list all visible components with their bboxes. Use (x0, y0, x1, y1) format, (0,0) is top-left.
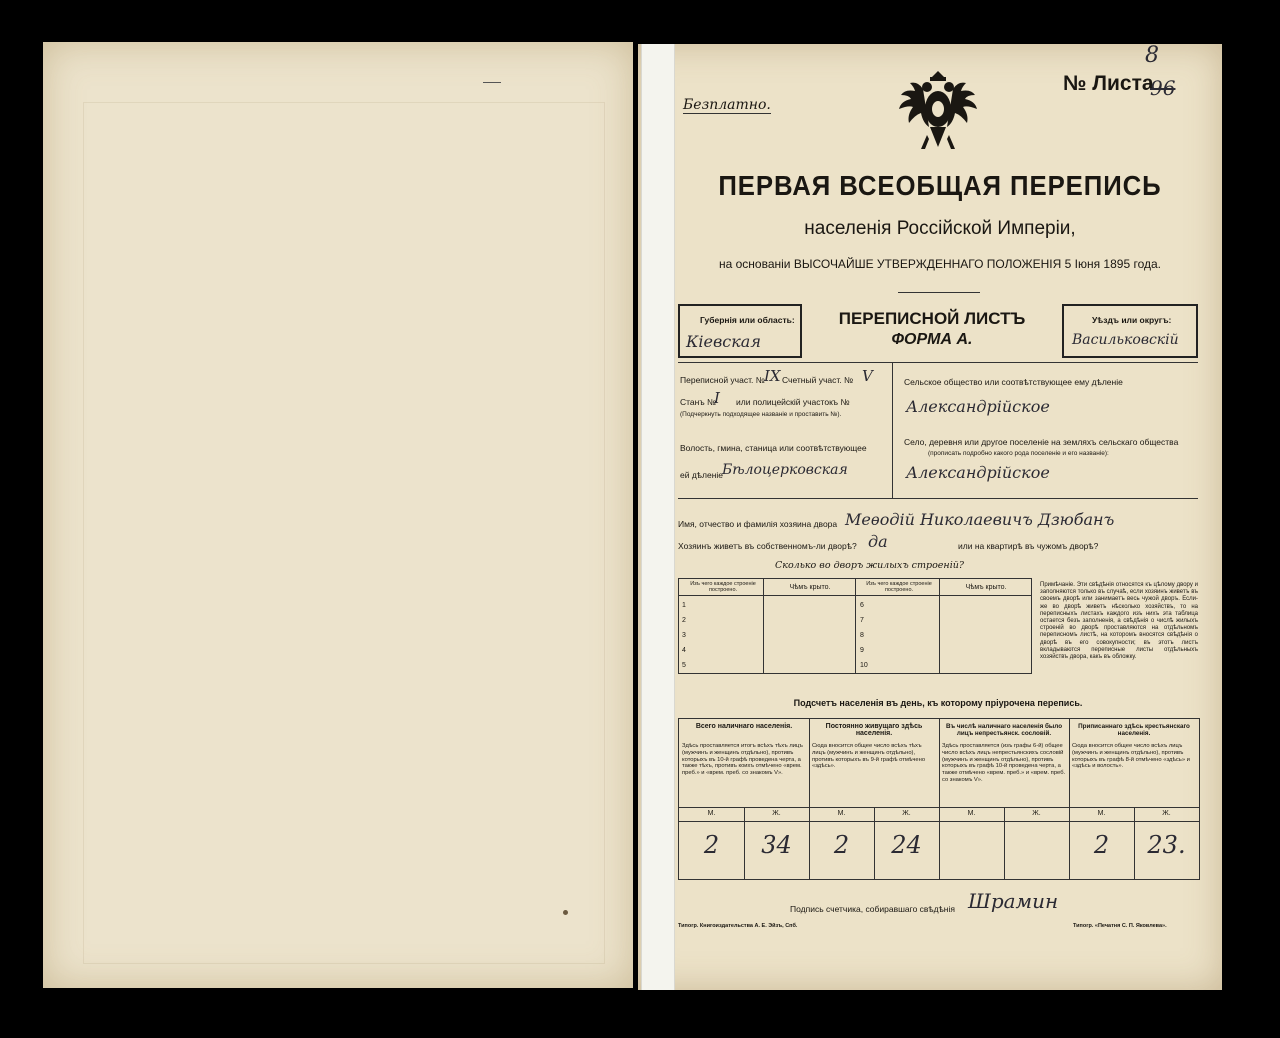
uezd-box (1062, 304, 1198, 358)
owner-name-value: Меѳодій Николаевичъ Дзюбанъ (845, 510, 1115, 529)
permanent-male-value: 2 (833, 831, 850, 859)
total-female-value: 34 (761, 831, 792, 859)
free-label: Безплатно. (683, 97, 771, 113)
form-title-box (806, 304, 1058, 354)
guberniya-label: Губернія или область: (700, 315, 795, 325)
pop-col-4-title: Приписаннаго здѣсь крестьянскаго населенія. (1078, 723, 1190, 737)
stan-label: Станъ № (680, 397, 717, 407)
f-label: Ж. (1032, 810, 1041, 817)
perepis-uchast-label: Переписной участ. № (680, 375, 765, 385)
buildings-label: Сколько во дворъ жилыхъ строеній? (775, 560, 964, 571)
col-roof-left: Чѣмъ крыто. (789, 584, 831, 591)
volost-value: Бѣлоцерковская (722, 462, 848, 478)
apartment-label: или на квартирѣ въ чужомъ дворѣ? (958, 541, 1099, 551)
own-yard-label: Хозяинъ живетъ въ собственномъ-ли дворѣ? (678, 541, 857, 551)
row-number: 9 (860, 647, 864, 654)
pop-col-3-title: Въ числѣ наличнаго населенія было лицъ непрестьянск. сословій. (945, 723, 1063, 737)
volost-label-2: ей дѣленіе (680, 470, 724, 480)
header-boxes (678, 304, 1198, 358)
m-label: М. (1097, 810, 1106, 817)
buildings-table (678, 578, 1032, 674)
f-label: Ж. (1162, 810, 1171, 817)
society-value: Александрійское (906, 397, 1050, 416)
rows-left (682, 598, 686, 673)
paper-stain (563, 910, 568, 915)
uezd-label: Уѣздъ или округъ: (1092, 315, 1172, 325)
population-heading: Подсчетъ населенія въ день, къ которому пріурочена перепись. (793, 698, 1083, 708)
society-label: Сельское общество или соотвѣтствующее ему дѣленіе (904, 377, 1123, 387)
permanent-female-value: 24 (891, 831, 922, 859)
row-number: 3 (682, 632, 686, 639)
double-headed-eagle-icon (897, 65, 979, 160)
form-title: ПЕРЕПИСНОЙ ЛИСТЪ (838, 309, 1026, 328)
schetny-label: Счетный участ. № (782, 375, 854, 385)
village-label: Село, деревня или другое поселеніе на земляхъ сельскаго общества (904, 437, 1179, 447)
bleed-through-frame (83, 102, 605, 964)
counter-signature: Шрамин (968, 889, 1059, 913)
pop-col-2-desc: Сюда вносится общее число всѣхъ тѣхъ лицъ (мужчинъ и женщинъ отдѣльно), противъ которыхъ въ 9-й графѣ отмѣчено «здѣсь». (812, 743, 926, 770)
sheet-number-handwritten: 8 (1145, 43, 1159, 68)
row-number: 10 (860, 662, 868, 669)
underline-note: (Подчеркнуть подходящее названіе и проставить №). (680, 411, 842, 418)
m-label: М. (967, 810, 976, 817)
signature-label: Подпись счетчика, собиравшаго свѣдѣнія (790, 904, 955, 914)
registered-male-value: 2 (1093, 831, 1110, 859)
row-number: 5 (682, 662, 686, 669)
row-number: 1 (682, 602, 686, 609)
row-number: 2 (682, 617, 686, 624)
row-number: 8 (860, 632, 864, 639)
perepis-uchast-value: IX (764, 367, 781, 385)
pop-col-1-desc: Здѣсь проставляется итогъ всѣхъ тѣхъ лицъ (мужчинъ и женщинъ отдѣльно), противъ которыхъ въ 10-й графѣ проведена черта, а также тѣхъ, противъ коихъ отмѣчено «врем. преб.» и «врем. преб. со знакомъ V». (682, 743, 803, 777)
rows-right (860, 598, 868, 673)
printer-left: Типогр. Книгоиздательства А. Е. Эйзъ, Спб. (678, 923, 798, 929)
row-number: 7 (860, 617, 864, 624)
stan-value: I (714, 389, 720, 407)
col-material-left: Изъ чего каждое строеніе построено. (690, 581, 756, 593)
form-subtitle-letter: ФОРМА А. (891, 331, 973, 348)
form-main-title: ПЕРВАЯ ВСЕОБЩАЯ ПЕРЕПИСЬ (718, 170, 1162, 201)
pencil-mark (483, 82, 501, 83)
guberniya-box (678, 304, 802, 358)
village-note: (прописать подробно какого рода поселеніе и его названіе): (928, 450, 1109, 457)
own-yard-value: да (868, 532, 888, 551)
sheet-number-label: № Листа (1063, 72, 1154, 95)
pop-col-1-title: Всего наличнаго населенія. (695, 723, 793, 730)
location-block (678, 362, 1198, 499)
uezd-value: Васильковскій (1072, 332, 1179, 348)
f-label: Ж. (772, 810, 781, 817)
m-label: М. (707, 810, 716, 817)
registered-female-value: 23. (1147, 831, 1186, 859)
owner-name-label: Имя, отчество и фамилія хозяина двора (678, 519, 838, 529)
printer-right: Типогр. «Печатня С. П. Яковлева». (1073, 923, 1167, 929)
f-label: Ж. (902, 810, 911, 817)
row-number: 6 (860, 602, 864, 609)
form-legal-basis: на основаніи ВЫСОЧАЙШЕ УТВЕРЖДЕННАГО ПОЛОЖЕНІЯ 5 Іюня 1895 года. (718, 257, 1161, 271)
col-roof-right: Чѣмъ крыто. (965, 584, 1007, 591)
col-material-right: Изъ чего каждое строеніе построено. (866, 581, 932, 593)
sheet-number-struck: 96 (1150, 76, 1176, 100)
binding-tape (641, 44, 675, 990)
total-male-value: 2 (703, 831, 720, 859)
ornament-divider (898, 292, 980, 293)
row-number: 4 (682, 647, 686, 654)
guberniya-value: Кіевская (686, 332, 761, 351)
population-table (678, 718, 1200, 880)
form-subtitle: населенія Россійской Имперіи, (804, 218, 1076, 239)
pop-col-2-title: Постоянно живущаго здѣсь населенія. (825, 723, 923, 737)
schetny-value: V (862, 367, 873, 385)
note-text: Примѣчаніе. Эти свѣдѣнія относятся къ цѣлому двору и заполняются только въ случаѣ, если хозяинъ живетъ въ своемъ дворѣ или занимаетъ весь чужой дворъ. Если-же во дворѣ живетъ нѣсколько хозяйствъ, то на переписныхъ листахъ каждого изъ нихъ эта таблица остается безъ заполненія, а свѣдѣнія о числѣ жилыхъ строеній во дворѣ проставляются на отдѣльномъ переписномъ листѣ, на которомъ вносятся свѣдѣнія о дворѣ въ его совокупности; въ этотъ листъ вкладываются переписные листы отдѣльныхъ хозяйствъ двора, какъ въ обложку. (1040, 582, 1198, 661)
village-value: Александрійское (906, 463, 1050, 482)
pop-col-4-desc: Сюда вносится общее число всѣхъ лицъ (мужчинъ и женщинъ отдѣльно), противъ которыхъ въ графѣ 8-й отмѣчено «здѣсь» и «здѣсь и волость». (1072, 743, 1190, 770)
police-label: или полицейскій участокъ № (736, 397, 850, 407)
m-label: М. (837, 810, 846, 817)
volost-label: Волость, гмина, станица или соотвѣтствующее (680, 443, 867, 453)
pop-col-3-desc: Здѣсь проставляется (изъ графы 6-й) общее число всѣхъ лицъ непрестьянскихъ сословій (мужчинъ и женщинъ отдѣльно), противъ которыхъ въ графѣ 10-й проведена черта, а также отмѣчено «врем. преб.» и «врем. преб. со знакомъ V». (942, 743, 1066, 783)
blank-left-page (43, 42, 633, 988)
